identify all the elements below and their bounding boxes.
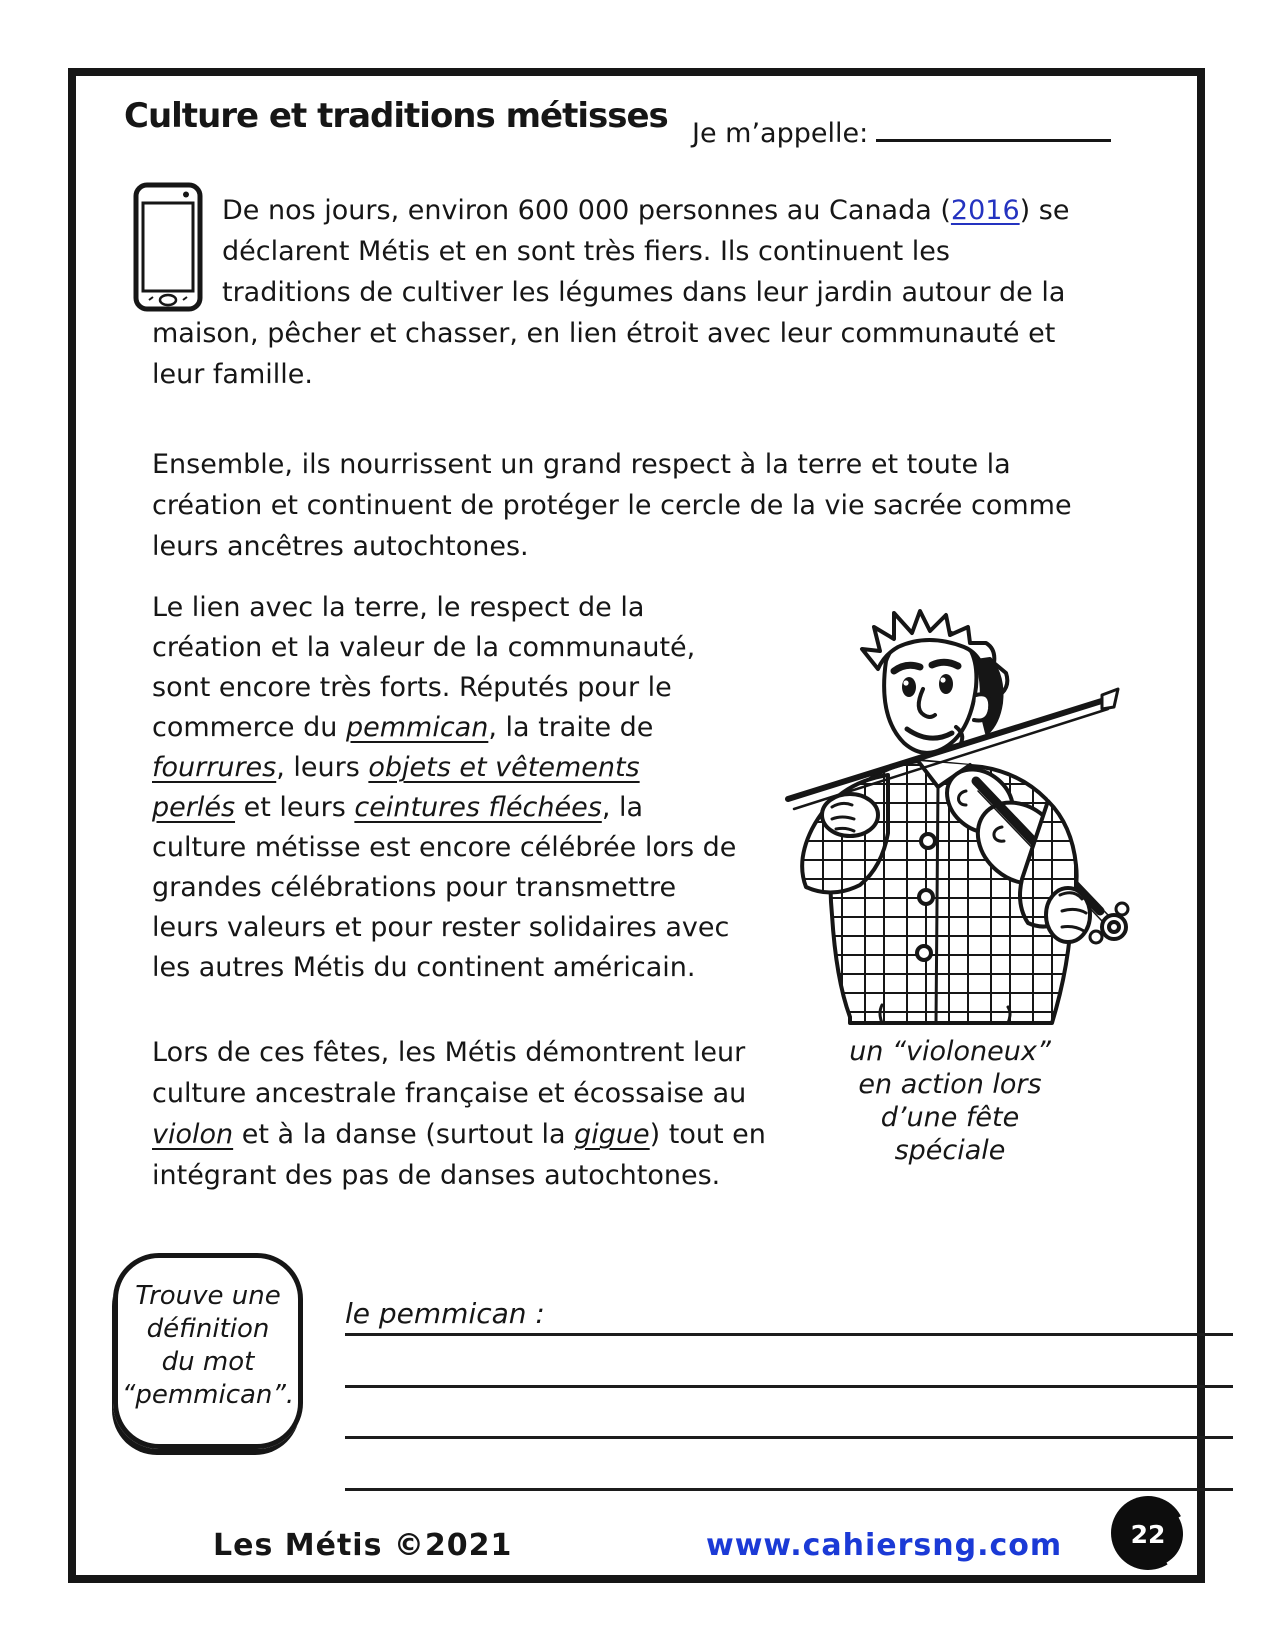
census-year-link[interactable]: 2016: [950, 195, 1020, 226]
footer-website-link[interactable]: www.cahiersng.com: [706, 1528, 1063, 1563]
page-number-badge: [1111, 1496, 1185, 1570]
culture-paragraph: [152, 588, 736, 988]
para-line: commerce du pemmican, la traite de: [152, 712, 654, 743]
answer-line-4[interactable]: [345, 1488, 1233, 1491]
caption-line: spéciale: [894, 1135, 1006, 1166]
answer-line-3[interactable]: [345, 1436, 1233, 1439]
para-line: intégrant des pas de danses autochtones.: [152, 1160, 721, 1191]
footer-copyright: Les Métis ©2021: [213, 1528, 513, 1563]
answer-line-2[interactable]: [345, 1385, 1233, 1388]
name-label: Je m’appelle:: [692, 118, 869, 149]
bubble-line: du mot: [161, 1347, 255, 1377]
caption-line: un “violoneux”: [849, 1036, 1051, 1067]
para-line: sont encore très forts. Réputés pour le: [152, 672, 672, 703]
prompt-bubble-text: [118, 1280, 298, 1412]
para-line: violon et à la danse (surtout la gigue) tout en: [152, 1119, 766, 1150]
page-number: 22: [1130, 1520, 1166, 1549]
smartphone-icon: [133, 182, 203, 312]
para-line: fourrures, leurs objets et vêtements: [152, 752, 640, 783]
caption-line: en action lors: [858, 1069, 1042, 1100]
para-line: leurs ancêtres autochtones.: [152, 531, 529, 562]
para-line: maison, pêcher et chasser, en lien étroit avec leur communauté et: [152, 318, 1056, 349]
para-line: création et la valeur de la communauté,: [152, 632, 696, 663]
para-line: Le lien avec la terre, le respect de la: [152, 592, 645, 623]
respect-paragraph: [152, 444, 1072, 567]
page-title: Culture et traditions métisses: [124, 96, 668, 136]
para-line: Ensemble, ils nourrissent un grand respect à la terre et toute la: [152, 449, 1011, 480]
para-line: leurs valeurs et pour rester solidaires avec: [152, 912, 730, 943]
bubble-line: Trouve une: [135, 1281, 281, 1311]
para-line: traditions de cultiver les légumes dans leur jardin autour de la: [222, 277, 1066, 308]
para-line: Lors de ces fêtes, les Métis démontrent leur: [152, 1037, 746, 1068]
para-line: grandes célébrations pour transmettre: [152, 872, 677, 903]
name-row: [692, 112, 1111, 149]
para-line: création et continuent de protéger le cercle de la vie sacrée comme: [152, 490, 1072, 521]
intro-paragraph-full: [152, 313, 1055, 395]
para-line: déclarent Métis et en sont très fiers. Ils continuent les: [222, 236, 950, 267]
bubble-line: “pemmican”.: [121, 1380, 295, 1410]
illustration-caption: [800, 1035, 1100, 1167]
page-border: [68, 68, 1205, 1583]
intro-paragraph-indented: [222, 190, 1069, 313]
para-line: leur famille.: [152, 359, 313, 390]
fiddler-illustration: [770, 585, 1145, 1025]
pemmican-definition-label: le pemmican :: [345, 1297, 545, 1330]
para-line: les autres Métis du continent américain.: [152, 952, 696, 983]
prompt-bubble: [113, 1253, 303, 1449]
para-line: culture métisse est encore célébrée lors de: [152, 832, 737, 863]
name-write-line[interactable]: [876, 112, 1111, 142]
answer-line-1[interactable]: [345, 1297, 1233, 1336]
para-line: De nos jours, environ 600 000 personnes au Canada (2016) se: [222, 195, 1070, 226]
para-line: perlés et leurs ceintures fléchées, la: [152, 792, 644, 823]
para-line: culture ancestrale française et écossaise au: [152, 1078, 747, 1109]
bubble-line: définition: [146, 1314, 270, 1344]
caption-line: d’une fête: [880, 1102, 1020, 1133]
fetes-paragraph: [152, 1032, 766, 1196]
